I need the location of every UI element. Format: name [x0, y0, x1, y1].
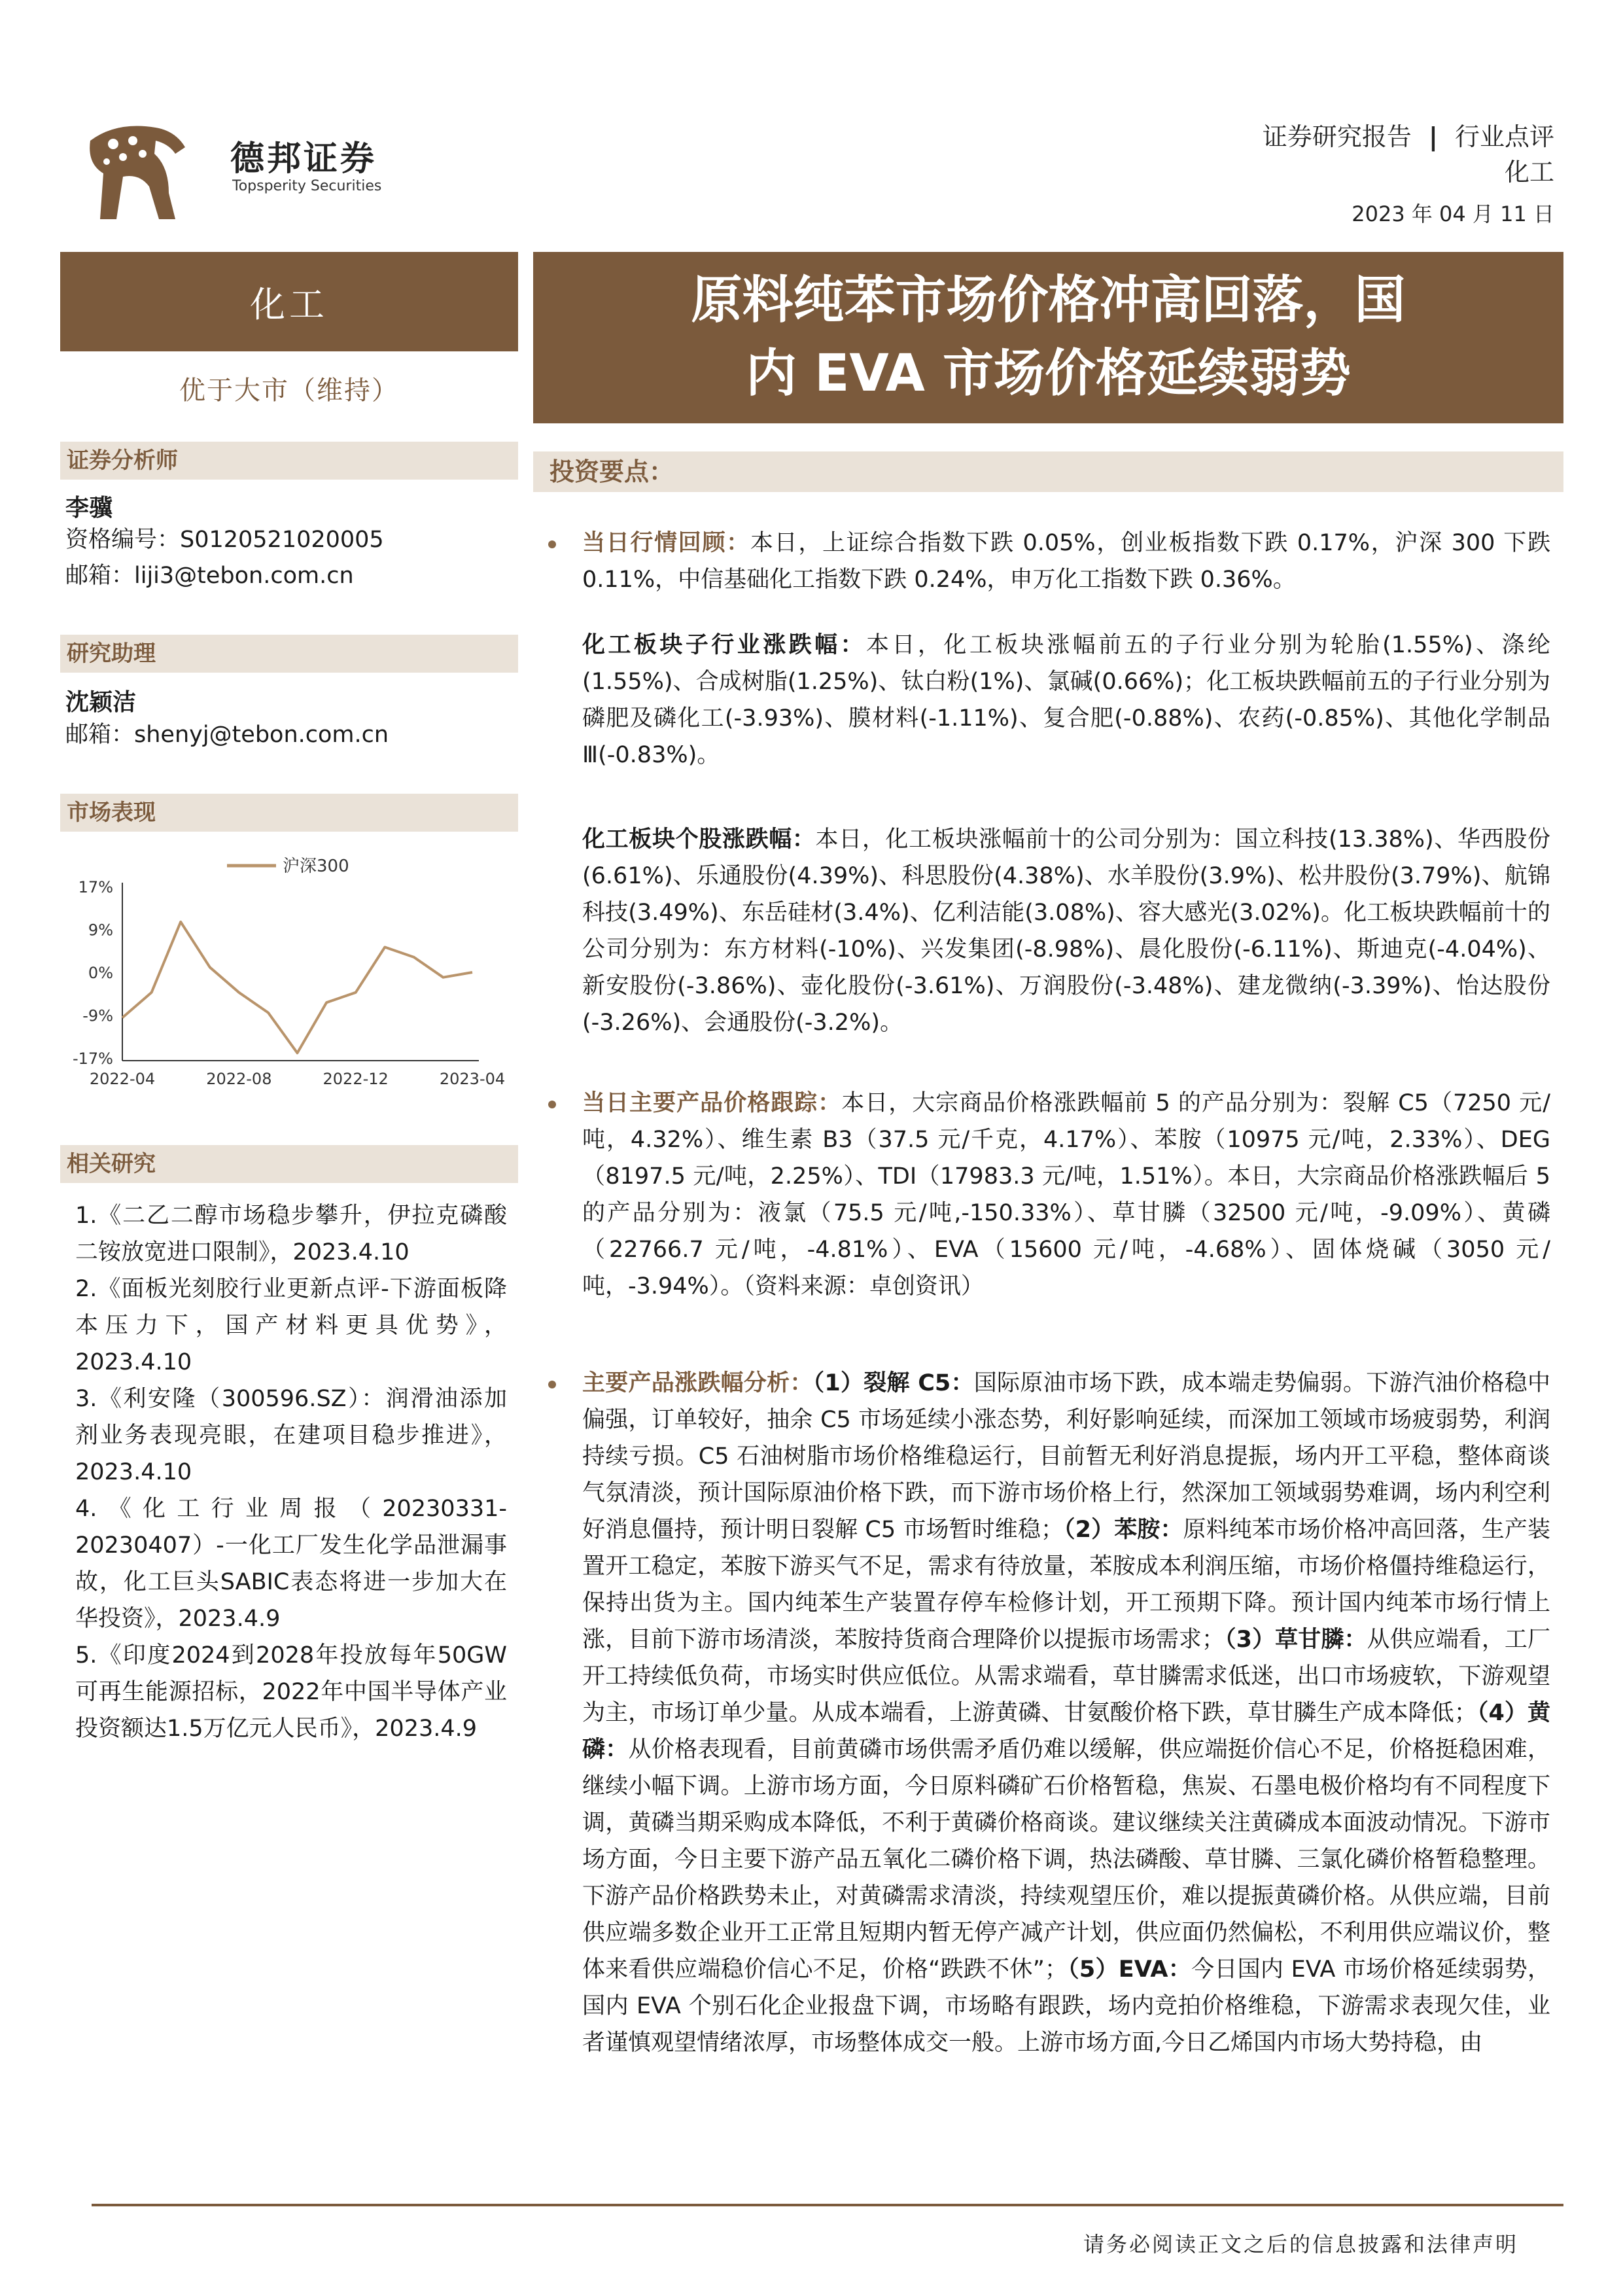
title-line-1: 原料纯苯市场价格冲高回落，国 — [691, 271, 1406, 330]
chart-y-tick-label: 0% — [88, 964, 113, 982]
leopard-logo-icon — [77, 115, 201, 229]
title-line-2: 内 EVA 市场价格延续弱势 — [745, 344, 1352, 403]
analyst-cert: 资格编号：S0120521020005 — [65, 527, 384, 553]
company-logo — [77, 115, 201, 229]
assistant-email[interactable]: 邮箱：shenyj@tebon.com.cn — [65, 722, 389, 748]
stock-moves — [582, 821, 1550, 1041]
footer-divider — [92, 2204, 1563, 2206]
brand-name-en: Topsperity Securities — [232, 178, 382, 194]
report-date: 2023 年 04 月 11 日 — [1352, 202, 1554, 226]
chart-legend-label: 沪深300 — [283, 857, 349, 876]
chart-x-tick-label: 2022-12 — [323, 1070, 389, 1088]
assistant-section-header: 研究助理 — [60, 635, 518, 673]
assistant-name: 沈颖洁 — [65, 689, 137, 716]
product-analysis — [582, 1365, 1550, 2061]
chart-x-tick-label: 2023-04 — [439, 1070, 506, 1088]
key-points-header — [533, 451, 1563, 492]
report-type-line — [1263, 116, 1554, 152]
sector-box-label: 化工 — [250, 283, 328, 325]
product-heading-aniline: （2）苯胺： — [1063, 1517, 1183, 1543]
price-tracking-title: 当日主要产品价格跟踪： — [582, 1090, 842, 1116]
sub-industry-title: 化工板块子行业涨跌幅： — [582, 632, 867, 658]
sub-industry — [582, 627, 1550, 773]
footer-disclaimer[interactable]: 请务必阅读正文之后的信息披露和法律声明 — [1083, 2232, 1518, 2257]
related-item[interactable]: 4.《化工行业周报（20230331-20230407）-一化工厂发生化学品泄漏事故，化工巨头SABIC表态将进一步加大在华投资》，2023.4.9 — [75, 1496, 507, 1632]
chart-y-tick-label: 17% — [78, 878, 113, 896]
chart-y-tick-label: -17% — [72, 1050, 113, 1068]
market-review-text: 本日，上证综合指数下跌 0.05%，创业板指数下跌 0.17%，沪深 300 下跌 0.11%，中信基础化工指数下跌 0.24%，申万化工指数下跌 0.36%。 — [582, 530, 1550, 593]
product-text-phosphorus: 从价格表现看，目前黄磷市场供需矛盾仍难以缓解，供应端挺价信心不足，价格挺稳困难，继续小幅下调。上游市场方面，今日原料磷矿石价格暂稳，焦炭、石墨电极价格均有不同程度下调，黄磷当期采购成本降低，不利于黄磷价格商谈。建议继续关注黄磷成本面波动情况。下游市场方面，今日主要下游产品五氧化二磷价格下调，热法磷酸、草甘膦、三氯化磷价格暂稳整理。下游产品价格跌势未止，对黄磷需求清淡，持续观望压价，难以提振黄磷价格。从供应端，目前供应端多数企业开工正常且短期内暂无停产减产计划，供应面仍然偏松，不利用供应端议价，整体来看供应端稳价信心不足，价格“跌跌不休”； — [582, 1737, 1550, 1983]
product-text-c5: 国际原油市场下跌，成本端走势偏弱。下游汽油价格稳中偏强，订单较好，抽余 C5 市场延续小涨态势，利好影响延续，而深加工领域市场疲弱势，利润持续亏损。C5 石油树脂市场价格维稳运行，目前暂无利好消息提振，场内开工平稳，整体商谈气氛清淡，预计国际原油价格下跌，而下游市场价格上行，然深加工领域弱势难调，场内利空利好消息僵持，预计明日裂解 C5 市场暂时维稳； — [582, 1370, 1550, 1543]
chart-y-tick-label: 9% — [88, 921, 113, 940]
chart-series-line — [122, 922, 472, 1053]
analyst-section-header: 证券分析师 — [60, 442, 518, 480]
price-tracking-text: 本日，大宗商品价格涨跌幅前 5 的产品分别为：裂解 C5（7250 元/吨，4.32%）、维生素 B3（37.5 元/千克，4.17%）、苯胺（10975 元/吨，2.33%）、DEG（8197.5 元/吨，2.25%）、TDI（17983.3 元/吨，1.51%）。本日，大宗商品价格涨跌幅后 5 的产品分别为：液氯（75.5 元/吨,-150.33%）、草甘膦（32500 元/吨，-9.09%）、黄磷（22766.7 元/吨，-4.81%）、EVA（15600 元/吨，-4.68%）、固体烧碱（3050 元/吨，-3.94%）。（资料来源：卓创资讯） — [582, 1090, 1550, 1299]
brand-name-cn: 德邦证券 — [230, 139, 377, 179]
product-heading-glyphosate: （3）草甘膦： — [1225, 1627, 1367, 1653]
rating: 优于大市（维持） — [179, 376, 399, 406]
stock-moves-text: 本日，化工板块涨幅前十的公司分别为：国立科技(13.38%)、华西股份(6.61%)、乐通股份(4.39%)、科思股份(4.38%)、水羊股份(3.9%)、松井股份(3.79%)、航锦科技(3.49%)、东岳硅材(3.4%)、亿利洁能(3.08%)、容大感光(3.02%)。化工板块跌幅前十的公司分别为：东方材料(-10%)、兴发集团(-8.98%)、晨化股份(-6.11%)、斯迪克(-4.04%)、新安股份(-3.86%)、壶化股份(-3.61%)、万润股份(-3.48%)、建龙微纳(-3.39%)、怡达股份(-3.26%)、会通股份(-3.2%)。 — [582, 826, 1550, 1036]
report-type: 证券研究报告 — [1262, 122, 1412, 151]
header-separator: | — [1429, 122, 1438, 151]
related-item[interactable]: 1.《二乙二醇市场稳步攀升，伊拉克磷酸二铵放宽进口限制》，2023.4.10 — [75, 1203, 507, 1265]
bullet-dot-icon — [548, 1381, 556, 1388]
report-category: 行业点评 — [1454, 122, 1554, 151]
bullet-dot-icon — [548, 1101, 556, 1108]
product-heading-eva: （5）EVA： — [1067, 1956, 1192, 1983]
product-text-eva: 今日国内 EVA 市场价格延续弱势，国内 EVA 个别石化企业报盘下调，市场略有跟跌，场内竞拍价格维稳，下游需求表现欠佳，业者谨慎观望情绪浓厚，市场整体成交一般。上游市场方面,今日乙烯国内市场大势持稳，由 — [582, 1956, 1550, 2056]
chart-x-tick-label: 2022-08 — [206, 1070, 272, 1088]
analyst-name: 李骥 — [65, 495, 113, 521]
product-heading-c5: （1）裂解 C5： — [812, 1370, 974, 1396]
sub-industry-text: 本日，化工板块涨幅前五的子行业分别为轮胎(1.55%)、涤纶(1.55%)、合成树脂(1.25%)、钛白粉(1%)、氯碱(0.66%)；化工板块跌幅前五的子行业分别为磷肥及磷化工(-3.93%)、膜材料(-1.11%)、复合肥(-0.88%)、农药(-0.85%)、其他化学制品Ⅲ(-0.83%)。 — [582, 632, 1550, 768]
market-section-header: 市场表现 — [60, 794, 518, 832]
chart-y-tick-label: -9% — [82, 1006, 113, 1025]
market-review — [582, 525, 1550, 598]
key-points-label: 投资要点： — [550, 457, 674, 486]
market-chart — [60, 841, 518, 1109]
related-item[interactable]: 2.《面板光刻胶行业更新点评-下游面板降本压力下，国产材料更具优势》，2023.4.10 — [75, 1276, 507, 1375]
product-text-glyphosate: 从供应端看，工厂开工持续低负荷，市场实时供应低位。从需求端看，草甘膦需求低迷，出口市场疲软，下游观望为主，市场订单少量。从成本端看，上游黄磷、甘氨酸价格下跌，草甘膦生产成本降低； — [582, 1627, 1550, 1726]
header-sector: 化工 — [1504, 158, 1554, 186]
bullet-dot-icon — [548, 540, 556, 548]
product-analysis-title: 主要产品涨跌幅分析： — [582, 1370, 813, 1396]
product-heading-phosphorus: （4）黄磷： — [582, 1700, 1550, 1763]
title-box — [533, 252, 1563, 423]
related-section-header: 相关研究 — [60, 1145, 518, 1183]
related-list — [75, 1197, 507, 1747]
stock-moves-title: 化工板块个股涨跌幅： — [582, 826, 816, 853]
analyst-email[interactable]: 邮箱：liji3@tebon.com.cn — [65, 563, 354, 589]
related-item[interactable]: 3.《利安隆（300596.SZ）：润滑油添加剂业务表现亮眼，在建项目稳步推进》，2023.4.10 — [75, 1386, 507, 1485]
sector-box — [60, 252, 518, 351]
chart-x-tick-label: 2022-04 — [89, 1070, 156, 1088]
product-text-aniline: 原料纯苯市场价格冲高回落，生产装置开工稳定，苯胺下游买气不足，需求有待放量，苯胺成本利润压缩，市场价格僵持维稳运行，保持出货为主。国内纯苯生产装置存停车检修计划，开工预期下降。预计国内纯苯市场行情上涨，目前下游市场清淡，苯胺持货商合理降价以提振市场需求； — [582, 1517, 1550, 1653]
price-tracking — [582, 1085, 1550, 1305]
market-review-title: 当日行情回顾： — [582, 530, 750, 556]
related-item[interactable]: 5.《印度2024到2028年投放每年50GW可再生能源招标，2022年中国半导体产业投资额达1.5万亿元人民币》，2023.4.9 — [75, 1642, 507, 1742]
